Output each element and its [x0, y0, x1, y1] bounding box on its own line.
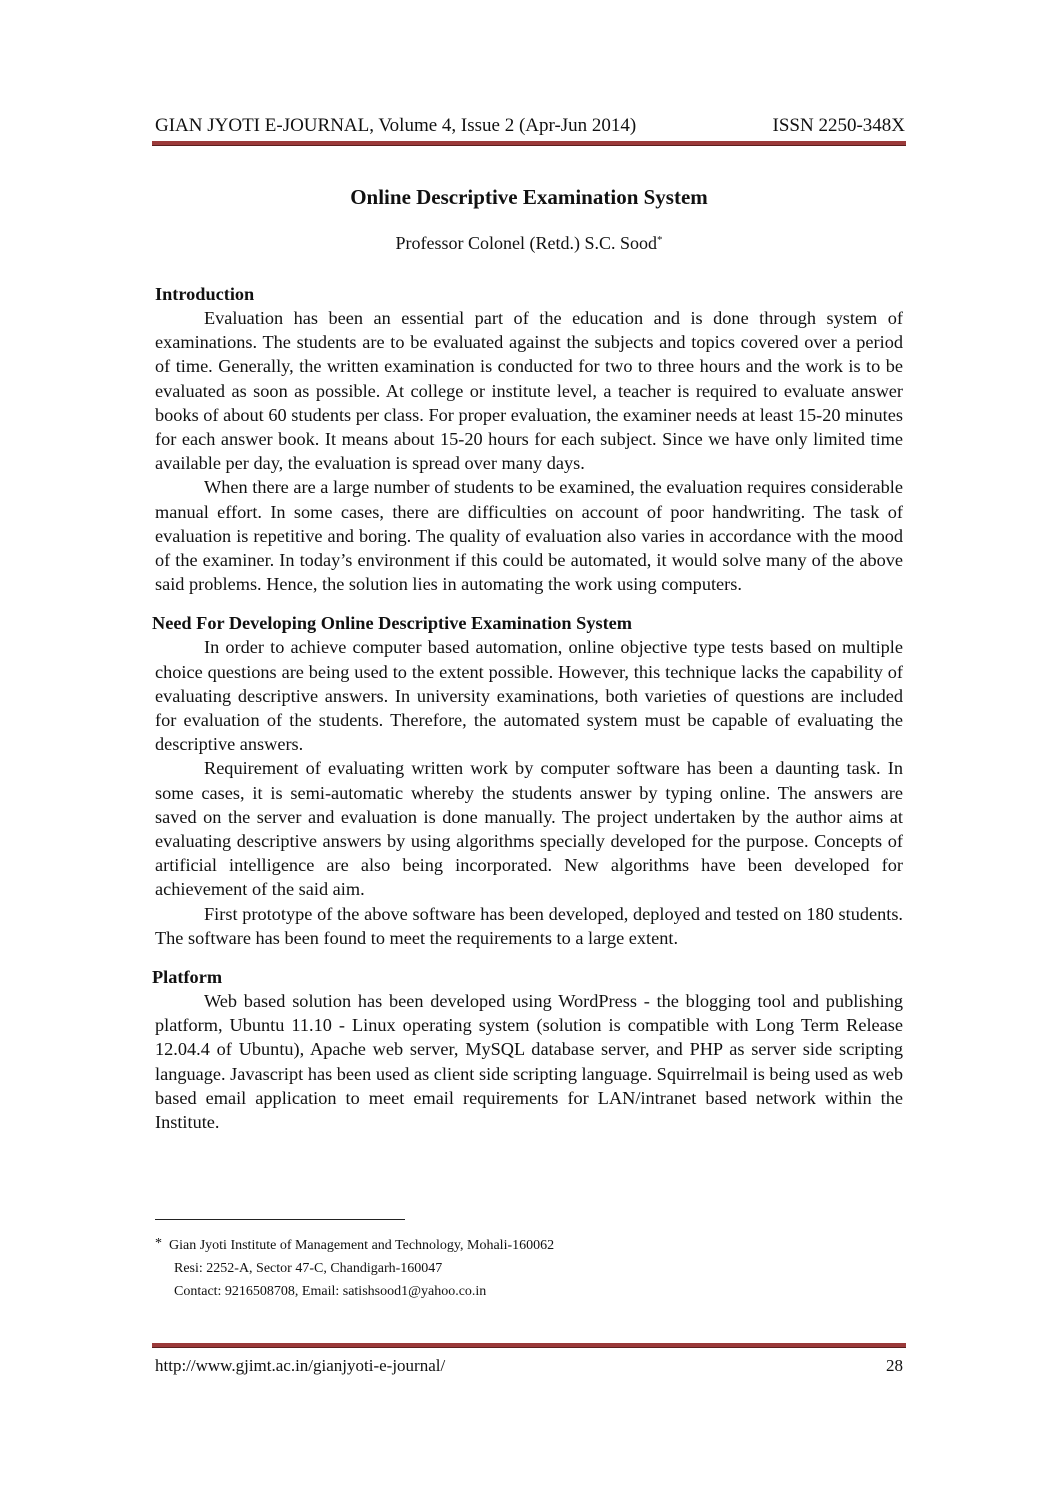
running-header: [155, 115, 905, 137]
article-body: [152, 282, 903, 1134]
paragraph: When there are a large number of students to be examined, the evaluation requires considerable manual effort. In some cases, there are difficulties on account of poor handwriting. The task of evaluation is repetitive and boring. The quality of evaluation also varies in accordance with the mood of the examiner. In today’s environment if this could be automated, it would solve many of the above said problems. Hence, the solution lies in automating the work using computers.: [155, 477, 903, 595]
section-heading-need: Need For Developing Online Descriptive Examination System: [152, 613, 633, 634]
running-footer: [155, 1355, 903, 1377]
paragraph: Requirement of evaluating written work by computer software has been a daunting task. In some cases, it is semi-automatic whereby the students answer by typing online. The answers are saved on the server and evaluation is done manually. The project undertaken by the author aims at evaluating descriptive answers by using algorithms specially developed for the purpose. Concepts of artificial intelligence are also being incorporated. New algorithms have been developed for achievement of the said aim.: [155, 758, 903, 900]
header-rule: [152, 141, 906, 146]
paragraph: In order to achieve computer based automation, online objective type tests based on multiple choice questions are being used to the extent possible. However, this technique lacks the capability of evaluating descriptive answers. In university examinations, both varieties of questions are included for evaluation of the students. Therefore, the automated system must be capable of evaluating the descriptive answers.: [155, 637, 903, 755]
author-footnote-marker: *: [657, 234, 663, 246]
paper-title: Online Descriptive Examination System: [350, 185, 708, 209]
section-heading-platform: Platform: [152, 967, 223, 988]
footnote-residence: Resi: 2252-A, Sector 47-C, Chandigarh-160047: [174, 1261, 443, 1276]
author-line: [152, 232, 906, 254]
journal-url: http://www.gjimt.ac.in/gianjyoti-e-journal/: [155, 1356, 446, 1375]
paragraph: First prototype of the above software has been developed, deployed and tested on 180 students. The software has been found to meet the requirements to a large extent.: [155, 903, 903, 948]
footer-rule: [152, 1343, 906, 1348]
issn-label: ISSN 2250-348X: [772, 115, 905, 136]
footnote: [155, 1234, 855, 1303]
section-heading-introduction: Introduction: [155, 284, 255, 304]
journal-citation: GIAN JYOTI E-JOURNAL, Volume 4, Issue 2 (Apr-Jun 2014): [155, 115, 637, 136]
footnote-rule: [155, 1219, 405, 1220]
paragraph: Evaluation has been an essential part of the education and is done through system of examinations. The students are to be evaluated against the subjects and topics covered over a period of time. Generally, the written examination is conducted for two to three hours and the work is to be evaluated as soon as possible. At college or institute level, a teacher is required to evaluate answer books of about 60 students per class. For proper evaluation, the examiner needs at least 15-20 minutes for each answer book. It means about 15-20 hours for each subject. Since we have only limited time available per day, the evaluation is spread over many days.: [155, 308, 903, 474]
paragraph: Web based solution has been developed using WordPress - the blogging tool and publishing platform, Ubuntu 11.10 - Linux operating system (solution is compatible with Long Term Release 12.04.4 of Ubuntu), Apache web server, MySQL database server, and PHP as server side scripting language. Javascript has been used as client side scripting language. Squirrelmail is being used as web based email application to meet email requirements for LAN/intranet based network within the Institute.: [155, 991, 903, 1133]
author-name: Professor Colonel (Retd.) S.C. Sood: [395, 233, 657, 253]
footnote-affiliation: Gian Jyoti Institute of Management and Technology, Mohali-160062: [169, 1238, 555, 1253]
page-number: 28: [886, 1356, 903, 1375]
footnote-marker: *: [155, 1236, 162, 1251]
footnote-contact: Contact: 9216508708, Email: satishsood1@yahoo.co.in: [174, 1284, 487, 1299]
